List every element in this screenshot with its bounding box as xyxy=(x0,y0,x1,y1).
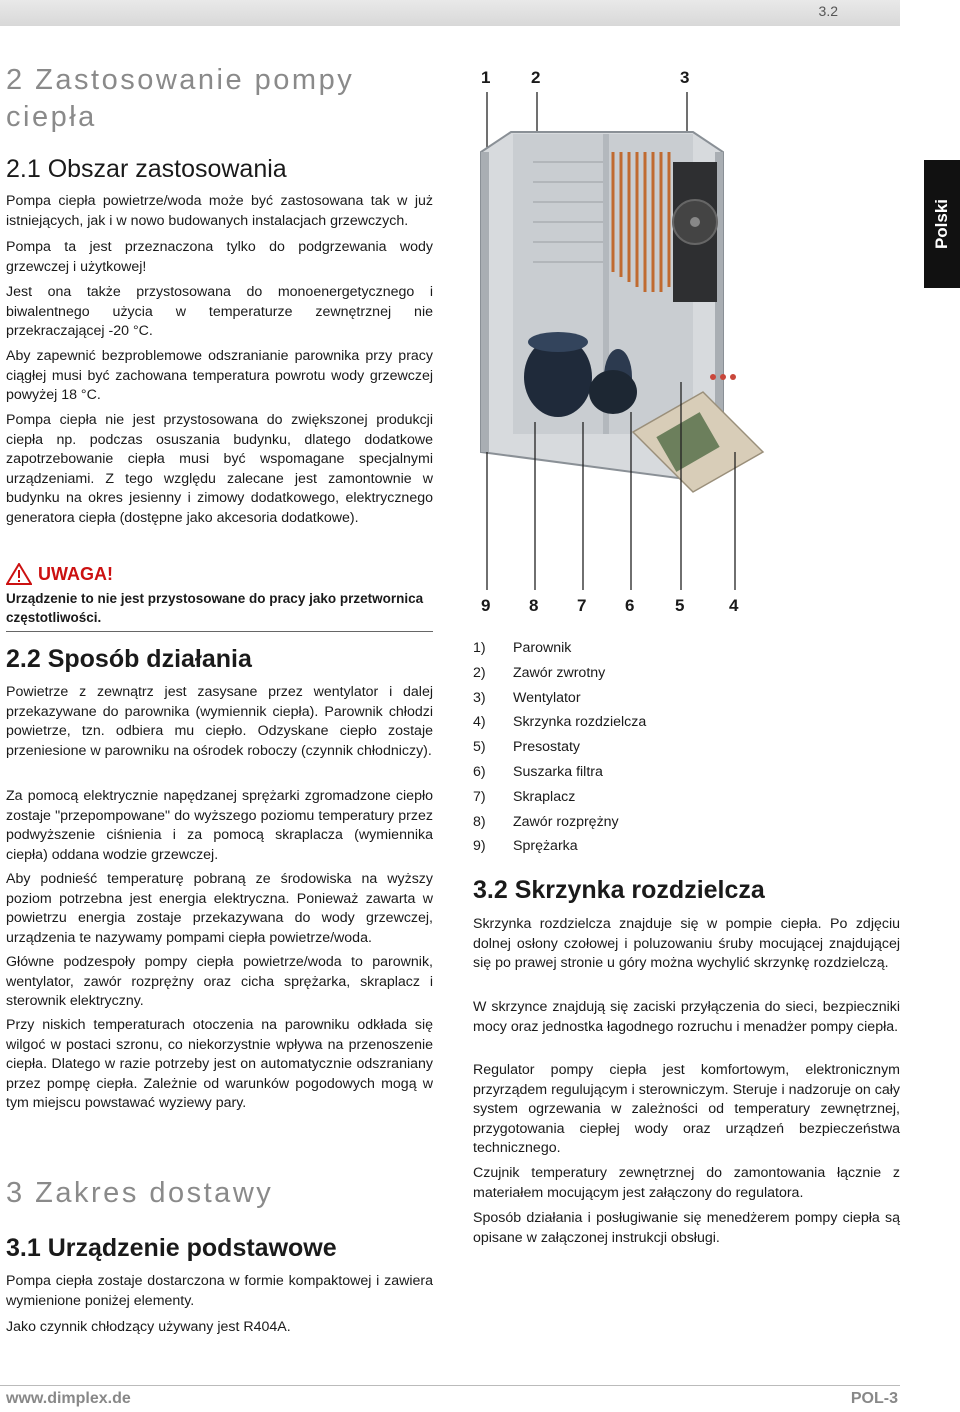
legend-num: 9) xyxy=(473,838,486,855)
figure-label-8: 8 xyxy=(529,596,539,615)
legend-num: 1) xyxy=(473,640,486,656)
legend-num: 8) xyxy=(473,813,486,830)
legend-item xyxy=(473,710,773,735)
legend-item xyxy=(473,735,773,760)
section-2-title-line2: ciepła xyxy=(6,101,97,133)
footer-page-number: POL-3 xyxy=(850,1390,898,1407)
warning-icon xyxy=(6,563,32,585)
legend-num: 3) xyxy=(473,689,486,706)
section-2-2-p5: Przy niskich temperaturach otoczenia na parowniku odkłada się wilgoć w postaci szronu, co niekorzystnie wpływa na przenoszenie ciepła. Dlatego w razie potrzeby jest on automatycznie odszraniany przez pompę ciepła. Zależnie od warunków pogodowych mogą w tym miejscu powstawać wyziewy pary. xyxy=(6,1017,433,1111)
legend-num: 7) xyxy=(473,788,486,805)
section-2-title-line1: 2 Zastosowanie pompy xyxy=(6,64,355,96)
legend-label: Suszarka filtra xyxy=(513,763,603,780)
language-tab xyxy=(924,160,960,288)
figure-legend xyxy=(473,636,773,859)
warning-divider xyxy=(6,631,433,632)
legend-num: 5) xyxy=(473,739,486,756)
section-3-2-p5: Sposób działania i posługiwanie się menedżerem pompy ciepła są opisane w załączonej instrukcji obsługi. xyxy=(473,1210,900,1246)
section-3-1-p2: Jako czynnik chłodzący używany jest R404A. xyxy=(6,1319,291,1335)
section-3-2-p1: Skrzynka rozdzielcza znajduje się w pompie ciepła. Po zdjęciu dolnej osłony czołowej i poluzowaniu śruby mocującej znajdującej się po prawej stronie u góry można wychylić skrzynkę rozdzielczą. xyxy=(473,916,900,971)
legend-label: Presostaty xyxy=(513,739,581,756)
legend-item xyxy=(473,636,773,661)
figure-label-2: 2 xyxy=(531,68,541,87)
section-2-1-title: 2.1 Obszar zastosowania xyxy=(6,155,287,183)
section-3-1-title: 3.1 Urządzenie podstawowe xyxy=(6,1234,337,1262)
figure-top-labels xyxy=(473,68,773,90)
legend-label: Parownik xyxy=(513,640,572,656)
section-2-title xyxy=(6,62,433,136)
figure-label-4: 4 xyxy=(729,596,739,615)
legend-num: 2) xyxy=(473,664,486,681)
header-bar xyxy=(0,0,900,26)
legend-item xyxy=(473,810,773,835)
legend-label: Sprężarka xyxy=(513,838,578,855)
page-number: 3.2 xyxy=(818,3,838,19)
figure-bottom-labels xyxy=(473,596,773,618)
section-2-1-p3: Jest ona także przystosowana do monoenergetycznego i biwalentnego użycia w temperaturze zewnętrznej nie przekraczającej -20 °C. xyxy=(6,284,433,339)
section-3-2-p2: W skrzynce znajdują się zaciski przyłączenia do sieci, bezpieczniki mocy oraz jednostka łagodnego rozruchu i menadżer pompy ciepła. xyxy=(473,999,900,1035)
legend-label: Zawór rozprężny xyxy=(513,813,619,830)
figure-label-6: 6 xyxy=(625,596,635,615)
footer-website[interactable]: www.dimplex.de xyxy=(6,1390,131,1407)
figure-label-9: 9 xyxy=(481,596,491,615)
section-3-title: 3 Zakres dostawy xyxy=(6,1177,274,1209)
section-2-1-p2: Pompa ta jest przeznaczona tylko do podgrzewania wody grzewczej i użytkowej! xyxy=(6,239,433,275)
section-2-1-p5: Pompa ciepła nie jest przystosowana do zwiększonej produkcji ciepła np. podczas osuszania budynku, dlatego dodatkowe zapotrzebowanie ciepła musi być wspomagane specjalnymi urządzeniami. Z tego względu zalecane jest zamontownie w budynku na okres jesienny i zimowy dodatkowego, elektrycznego generatora ciepła (dostępne jako akcesoria dodatkowe). xyxy=(6,412,433,526)
legend-label: Wentylator xyxy=(513,689,581,706)
section-2-1-p1: Pompa ciepła powietrze/woda może być zastosowana tak w już istniejących, jak i w nowo budowanych instalacjach grzewczych. xyxy=(6,193,433,229)
legend-label: Zawór zwrotny xyxy=(513,664,606,681)
heat-pump-photo xyxy=(473,92,773,590)
section-2-2-p2: Za pomocą elektrycznie napędzanej sprężarki zgromadzone ciepło zostaje "przepompowane" do wyższego poziomu temperatury przez podwyższenie ciśnienia i za pomocą skraplacza (wymiennika ciepła) oddana wodzie grzewczej. xyxy=(6,788,433,863)
legend-item xyxy=(473,661,773,686)
section-3-2-title: 3.2 Skrzynka rozdzielcza xyxy=(473,876,765,904)
section-3-2-p3: Regulator pompy ciepła jest komfortowym, elektronicznym przyrządem regulującym i sterowniczym. Steruje i nadzoruje on cały system ogrzewania w zależności od temperatury zewnętrznej, przygotowania ciepłej wody oraz urządzeń bezpieczeństwa technicznego. xyxy=(473,1062,900,1156)
figure-label-1: 1 xyxy=(481,68,491,87)
figure-label-5: 5 xyxy=(675,596,685,615)
section-3-2-p4: Czujnik temperatury zewnętrznej do zamontowania łącznie z materiałem mocującym jest załączony do regulatora. xyxy=(473,1165,900,1201)
legend-label: Skraplacz xyxy=(513,788,576,805)
legend-label: Skrzynka rozdzielcza xyxy=(513,714,647,731)
legend-item xyxy=(473,785,773,810)
legend-item xyxy=(473,834,773,859)
warning-title: UWAGA! xyxy=(38,563,113,584)
legend-item xyxy=(473,760,773,785)
warning-box xyxy=(6,563,433,632)
section-2-2-p3: Aby podnieść temperaturę pobraną ze środowiska na wyższy poziom potrzebna jest energia elektryczna. Ponieważ zawarta w powietrzu energia zostaje przekazywana do wody grzewczej, urządzenia te nazywamy pompami ciepła powietrze/woda. xyxy=(6,871,433,946)
figure-label-7: 7 xyxy=(577,596,587,615)
legend-num: 4) xyxy=(473,714,486,731)
section-2-2-p4: Główne podzespoły pompy ciepła powietrze/woda to parownik, wentylator, zawór rozprężny oraz cicha sprężarka, skraplacz i sterownik elektryczny. xyxy=(6,954,433,1009)
section-2-2-title: 2.2 Sposób działania xyxy=(6,645,252,673)
section-3-1-p1: Pompa ciepła zostaje dostarczona w formie kompaktowej i zawiera wymienione poniżej elementy. xyxy=(6,1273,433,1309)
section-2-2-p1: Powietrze z zewnątrz jest zasysane przez wentylator i dalej przekazywane do parownika (wymiennik ciepła). Parownik chłodzi powietrze, tzn. odbiera mu ciepło. Odzyskane ciepło zostaje przeniesione w parowniku na ośrodek roboczy (czynnik chłodniczy). xyxy=(6,684,433,759)
language-tab-label: Polski xyxy=(932,198,951,250)
warning-text: Urządzenie to nie jest przystosowane do pracy jako przetwornica częstotliwości. xyxy=(6,591,424,625)
legend-num: 6) xyxy=(473,763,486,780)
footer-divider xyxy=(0,1385,900,1386)
figure-label-3: 3 xyxy=(680,68,690,87)
legend-item xyxy=(473,686,773,711)
section-2-1-p4: Aby zapewnić bezproblemowe odszranianie parownika przy pracy ciągłej musi być zachowana temperatura powrotu wody grzewczej powyżej 18 °C. xyxy=(6,348,433,403)
